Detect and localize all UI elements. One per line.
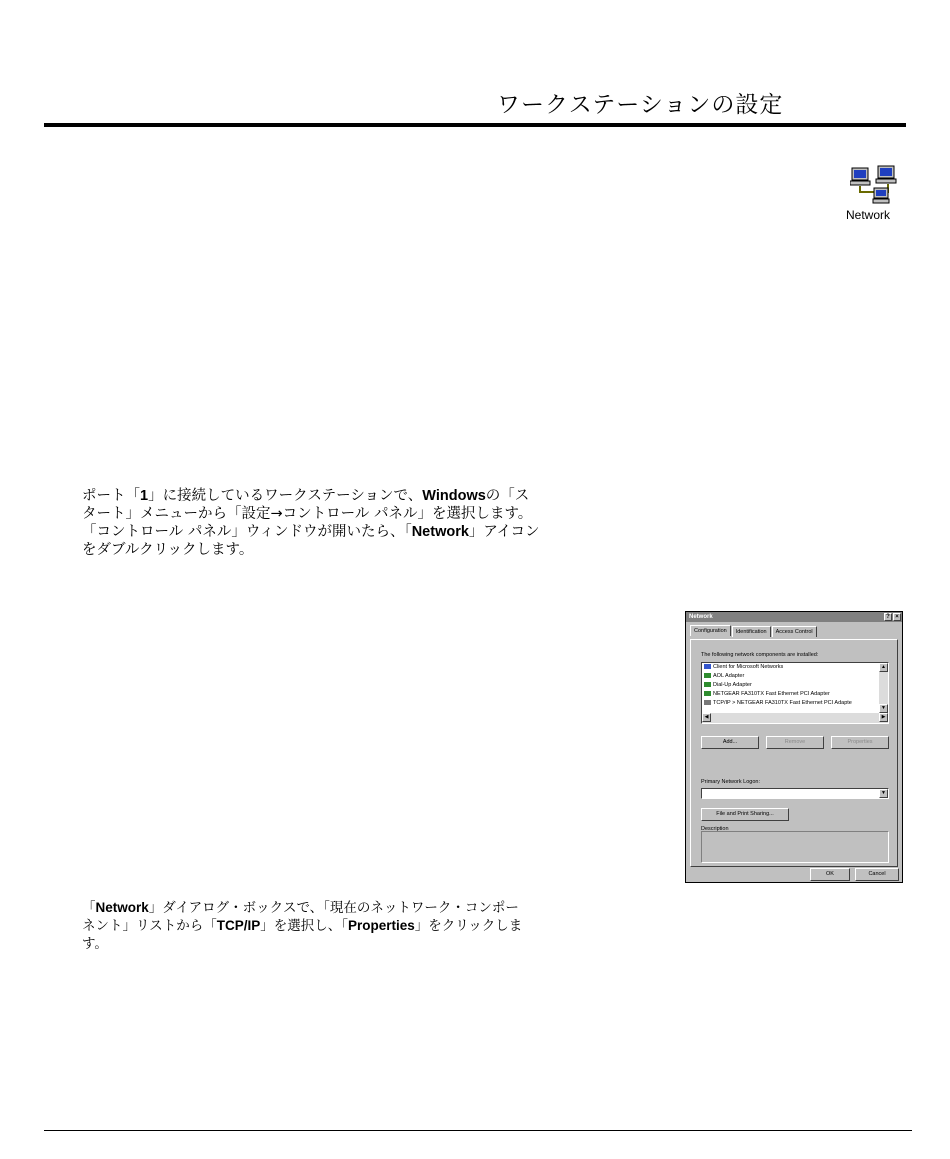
dialog-title: Network [689,614,713,620]
tab-identification[interactable]: Identification [732,626,771,637]
components-list-label: The following network components are installed: [701,652,819,658]
bold-run: Network [95,900,149,915]
adapter-icon [704,682,711,687]
adapter-icon [704,691,711,696]
bold-run: TCP/IP [216,918,261,933]
ok-button[interactable]: OK [810,868,850,881]
bold-run: Properties [348,918,415,933]
text-run: 」に接続しているワークステーションで、 [148,488,423,504]
file-print-sharing-button[interactable]: File and Print Sharing... [701,808,789,821]
list-item-label: AOL Adapter [713,673,745,679]
list-vertical-scrollbar[interactable] [879,663,888,713]
network-dialog [685,611,903,883]
list-horizontal-scrollbar[interactable] [702,713,888,723]
scroll-left-icon[interactable]: ◀ [702,713,711,722]
dialog-titlebar[interactable] [686,612,902,622]
description-box [701,831,889,863]
list-item[interactable] [702,699,876,708]
primary-logon-select[interactable] [701,788,889,799]
description-label: Description [701,826,729,832]
instruction-paragraph-2 [82,899,622,953]
close-button[interactable]: × [893,613,901,621]
list-item[interactable] [702,663,876,672]
text-run: 」を選択し、「 [260,918,348,934]
text-run: 」をクリックしま す。 [82,918,523,952]
primary-logon-label: Primary Network Logon: [701,779,760,785]
network-icon-label: Network [846,208,891,222]
protocol-icon [704,700,711,705]
adapter-icon [704,673,711,678]
list-item[interactable] [702,681,876,690]
dialog-tabs [686,622,902,637]
scroll-up-icon[interactable]: ▲ [879,663,888,672]
text-run: ポート「 [82,488,140,504]
footer-rule [44,1130,912,1131]
text-run: 」ダイアログ・ボックスで、「現在のネットワーク・コンポー ネント」リストから「 [82,900,519,934]
text-run: 「 [82,900,96,916]
list-item-label: TCP/IP > NETGEAR FA310TX Fast Ethernet PCI Adapte [713,700,852,706]
list-item-label: Client for Microsoft Networks [713,664,784,670]
bold-run: Windows [422,488,486,504]
components-listbox[interactable] [701,662,889,724]
list-item[interactable] [702,672,876,681]
list-item-label: NETGEAR FA310TX Fast Ethernet PCI Adapter [713,691,830,697]
list-item-label: Dial-Up Adapter [713,682,752,688]
network-desktop-icon[interactable] [840,162,910,222]
properties-button[interactable]: Properties [831,736,889,749]
client-icon [704,664,711,669]
tab-configuration[interactable]: Configuration [690,625,731,636]
header-rule [44,123,906,127]
chevron-down-icon[interactable]: ▼ [879,789,888,798]
cancel-button[interactable]: Cancel [855,868,899,881]
configuration-panel [690,639,898,867]
list-item[interactable] [702,690,876,699]
text-run: 」アイコン をダブルクリックします。 [82,524,540,558]
scroll-down-icon[interactable]: ▼ [879,704,888,713]
bold-run: Network [411,524,469,540]
instruction-paragraph-1 [82,487,662,559]
scroll-right-icon[interactable]: ▶ [879,713,888,722]
bold-run: 1 [140,488,149,504]
text-run: の「ス タート」メニューから「設定→コントロール パネル」を選択します。 「コントロール パネル」ウィンドウが開いたら、「 [82,488,533,540]
network-neighborhood-icon [850,162,898,206]
help-button[interactable]: ? [884,613,892,621]
page-title: ワークステーションの設定 [497,92,784,118]
tab-access-control[interactable]: Access Control [772,626,817,637]
remove-button[interactable]: Remove [766,736,824,749]
add-button[interactable]: Add... [701,736,759,749]
